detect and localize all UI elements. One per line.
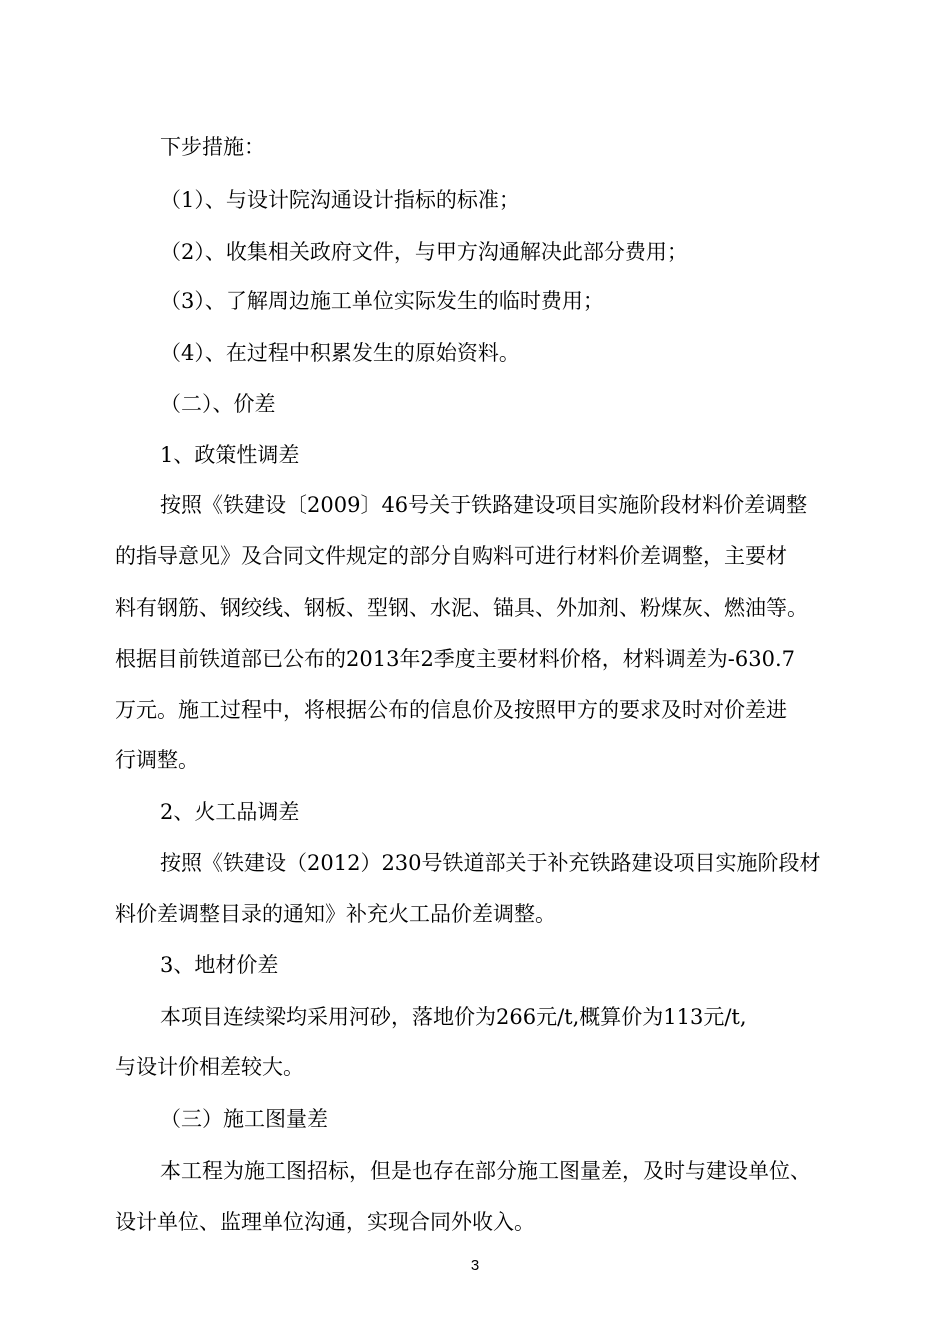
paragraph-line: 按照《铁建设〔2009〕46号关于铁路建设项目实施阶段材料价差调整 [160,493,808,517]
step-item-2: （2）、收集相关政府文件，与甲方沟通解决此部分费用； [160,240,688,264]
paragraph-line: 本项目连续梁均采用河砂，落地价为266元/t,概算价为113元/t, [160,1005,747,1029]
paragraph-line: 的指导意见》及合同文件规定的部分自购料可进行材料价差调整，主要材 [115,544,787,568]
subheading-policy-adjustment: 1、政策性调差 [160,443,300,467]
paragraph-line: 料有钢筋、钢绞线、钢板、型钢、水泥、锚具、外加剂、粉煤灰、燃油等。 [115,596,808,620]
paragraph-line: 料价差调整目录的通知》补充火工品价差调整。 [115,902,556,926]
paragraph-line: 万元。施工过程中，将根据公布的信息价及按照甲方的要求及时对价差进 [115,698,787,722]
step-item-1: （1）、与设计院沟通设计指标的标准； [160,188,520,212]
paragraph-line: 设计单位、监理单位沟通，实现合同外收入。 [115,1210,535,1234]
paragraph-line: 行调整。 [115,748,199,772]
page-number: 3 [470,1257,480,1274]
section-heading-quantity-difference: （三）施工图量差 [160,1107,328,1131]
next-steps-heading: 下步措施： [160,135,265,159]
subheading-local-material: 3、地材价差 [160,953,279,977]
subheading-pyrotechnic-adjustment: 2、火工品调差 [160,800,300,824]
paragraph-line: 与设计价相差较大。 [115,1055,304,1079]
step-item-4: （4）、在过程中积累发生的原始资料。 [160,341,520,365]
paragraph-line: 本工程为施工图招标，但是也存在部分施工图量差，及时与建设单位、 [160,1159,811,1183]
paragraph-line: 按照《铁建设（2012）230号铁道部关于补充铁路建设项目实施阶段材 [160,851,821,875]
paragraph-line: 根据目前铁道部已公布的2013年2季度主要材料价格，材料调差为-630.7 [115,647,796,671]
section-heading-price-difference: （二）、价差 [160,392,276,416]
step-item-3: （3）、了解周边施工单位实际发生的临时费用； [160,289,604,313]
